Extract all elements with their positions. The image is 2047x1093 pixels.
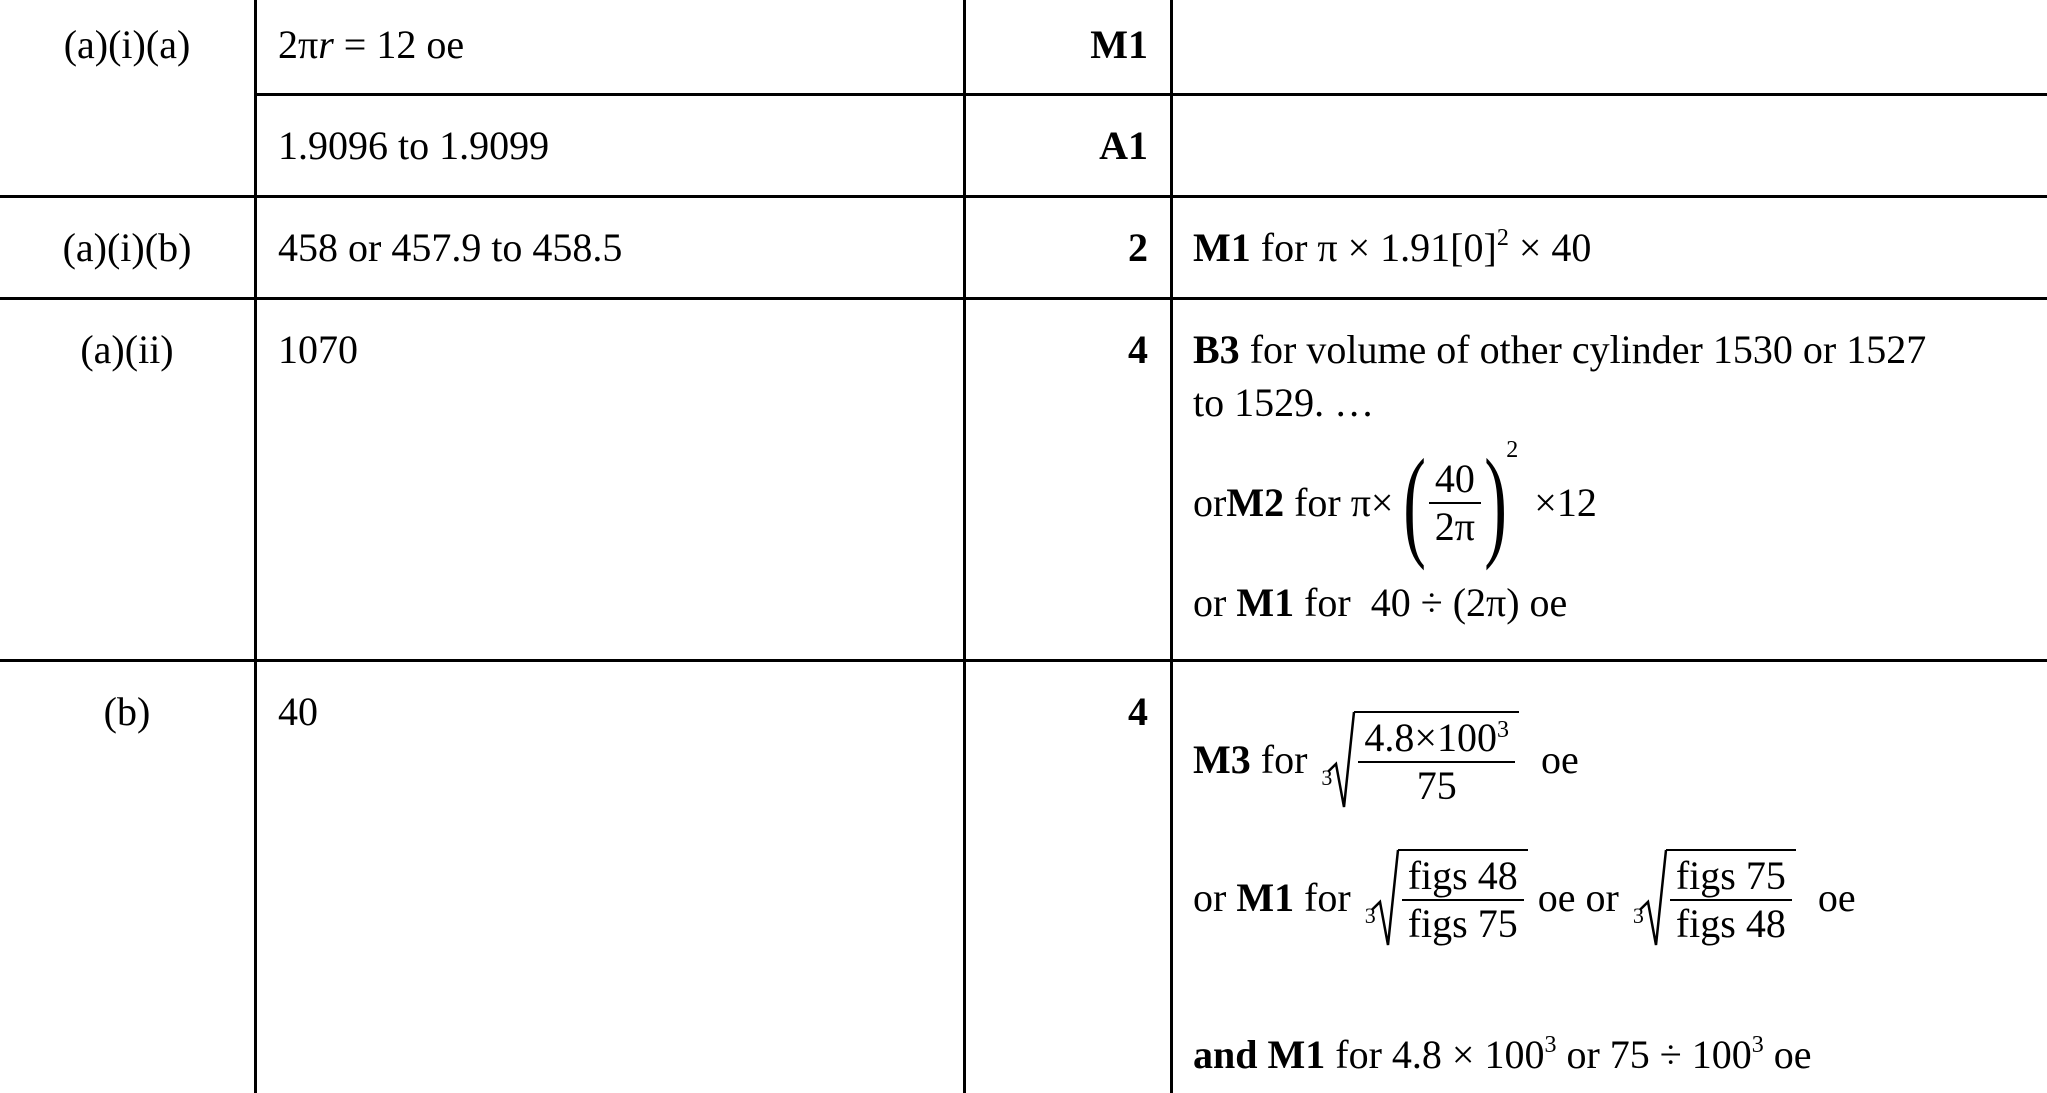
superscript: 3: [1751, 1032, 1764, 1058]
part-label: (a)(i)(a): [63, 22, 191, 67]
answer-text: [278, 22, 464, 68]
superscript: 2: [1496, 225, 1509, 251]
pi-symbol: π×: [1350, 480, 1394, 525]
guidance-part: × 40: [1508, 225, 1592, 270]
fraction: [1354, 711, 1519, 809]
row-divider-inner: [254, 93, 2047, 96]
radical-sign: [1372, 849, 1398, 947]
guidance-text: [1193, 580, 1567, 626]
answer-text-part: 2π: [278, 22, 319, 67]
part-label: (a)(i)(b): [62, 225, 192, 270]
fraction-denominator: 75: [1416, 763, 1457, 808]
guidance-part: or: [1193, 480, 1227, 525]
guidance-text: [1193, 327, 1926, 373]
row-divider: [0, 659, 2047, 662]
fraction-denominator: figs 48: [1675, 901, 1786, 946]
answer-text: 1070: [278, 327, 358, 372]
guidance-text: [1193, 225, 1591, 271]
radical-sign: [1328, 711, 1354, 809]
cube-root: [1321, 711, 1519, 809]
guidance-part: oe: [1763, 1032, 1812, 1077]
guidance-part: oe: [1807, 875, 1856, 920]
guidance-part: for: [1250, 737, 1318, 782]
column-divider-answer: [963, 0, 966, 1093]
guidance-text: to 1529. …: [1193, 380, 1375, 425]
guidance-formula: [1193, 434, 1597, 571]
part-label: (b): [103, 689, 151, 734]
superscript: 2: [1506, 437, 1519, 464]
row-divider: [0, 297, 2047, 300]
guidance-part: or: [1193, 580, 1237, 625]
guidance-mark: M2: [1226, 480, 1285, 525]
root-index: 3: [1632, 903, 1644, 928]
guidance-mark: M1: [1193, 225, 1251, 270]
guidance-mark: M1: [1236, 580, 1295, 625]
fraction-denominator: figs 75: [1407, 901, 1518, 946]
fraction-denominator: 2π: [1434, 504, 1475, 549]
mark-code: 4: [1128, 689, 1148, 734]
fraction: [1398, 849, 1528, 947]
column-divider-mark: [1170, 0, 1173, 1093]
fraction-numerator: 40: [1429, 456, 1481, 504]
guidance-formula: [1193, 690, 1579, 830]
guidance-mark: B3: [1193, 327, 1240, 372]
guidance-mark: M3: [1193, 737, 1251, 782]
cube-root: [1365, 849, 1528, 947]
right-paren: ): [1484, 434, 1508, 571]
guidance-part: oe: [1530, 737, 1579, 782]
guidance-part: ×12: [1534, 480, 1597, 525]
radical-sign: [1640, 849, 1666, 947]
fraction: [1429, 456, 1481, 550]
guidance-part: oe or: [1527, 875, 1629, 920]
left-paren: (: [1402, 434, 1426, 571]
mark-code: 4: [1128, 327, 1148, 372]
guidance-formula: [1193, 828, 1856, 968]
fraction: [1666, 849, 1796, 947]
guidance-part: for π × 1.91[0]: [1250, 225, 1497, 270]
part-label: (a)(ii): [80, 327, 174, 372]
mark-code: M1: [1090, 22, 1148, 67]
fraction-numerator: figs 48: [1402, 853, 1524, 901]
guidance-part: or 75 ÷ 100: [1556, 1032, 1752, 1077]
cube-root: [1633, 849, 1796, 947]
guidance-part: or: [1193, 875, 1237, 920]
guidance-part: for 4.8 × 100: [1325, 1032, 1545, 1077]
answer-variable: r: [318, 22, 334, 67]
answer-text: 1.9096 to 1.9099: [278, 123, 550, 168]
guidance-part: for: [1284, 480, 1351, 525]
guidance-mark: and M1: [1193, 1032, 1326, 1077]
fraction-numerator: $4.8\times 100^3$: [1358, 715, 1515, 763]
answer-text-part: = 12 oe: [333, 22, 465, 67]
guidance-part: for 40 ÷ (2π) oe: [1294, 580, 1568, 625]
row-divider: [0, 195, 2047, 198]
guidance-part: for volume of other cylinder 1530 or 1527: [1239, 327, 1927, 372]
mark-code: 2: [1128, 225, 1148, 270]
answer-text: 458 or 457.9 to 458.5: [278, 225, 623, 270]
mark-code: A1: [1099, 123, 1148, 168]
guidance-mark: M1: [1236, 875, 1295, 920]
column-divider-part: [254, 0, 257, 1093]
root-index: 3: [1321, 765, 1333, 790]
answer-text: 40: [278, 689, 318, 734]
root-index: 3: [1364, 903, 1376, 928]
guidance-part: for: [1294, 875, 1361, 920]
superscript: 3: [1544, 1032, 1557, 1058]
guidance-text: [1193, 1032, 1812, 1078]
fraction-numerator: figs 75: [1670, 853, 1792, 901]
